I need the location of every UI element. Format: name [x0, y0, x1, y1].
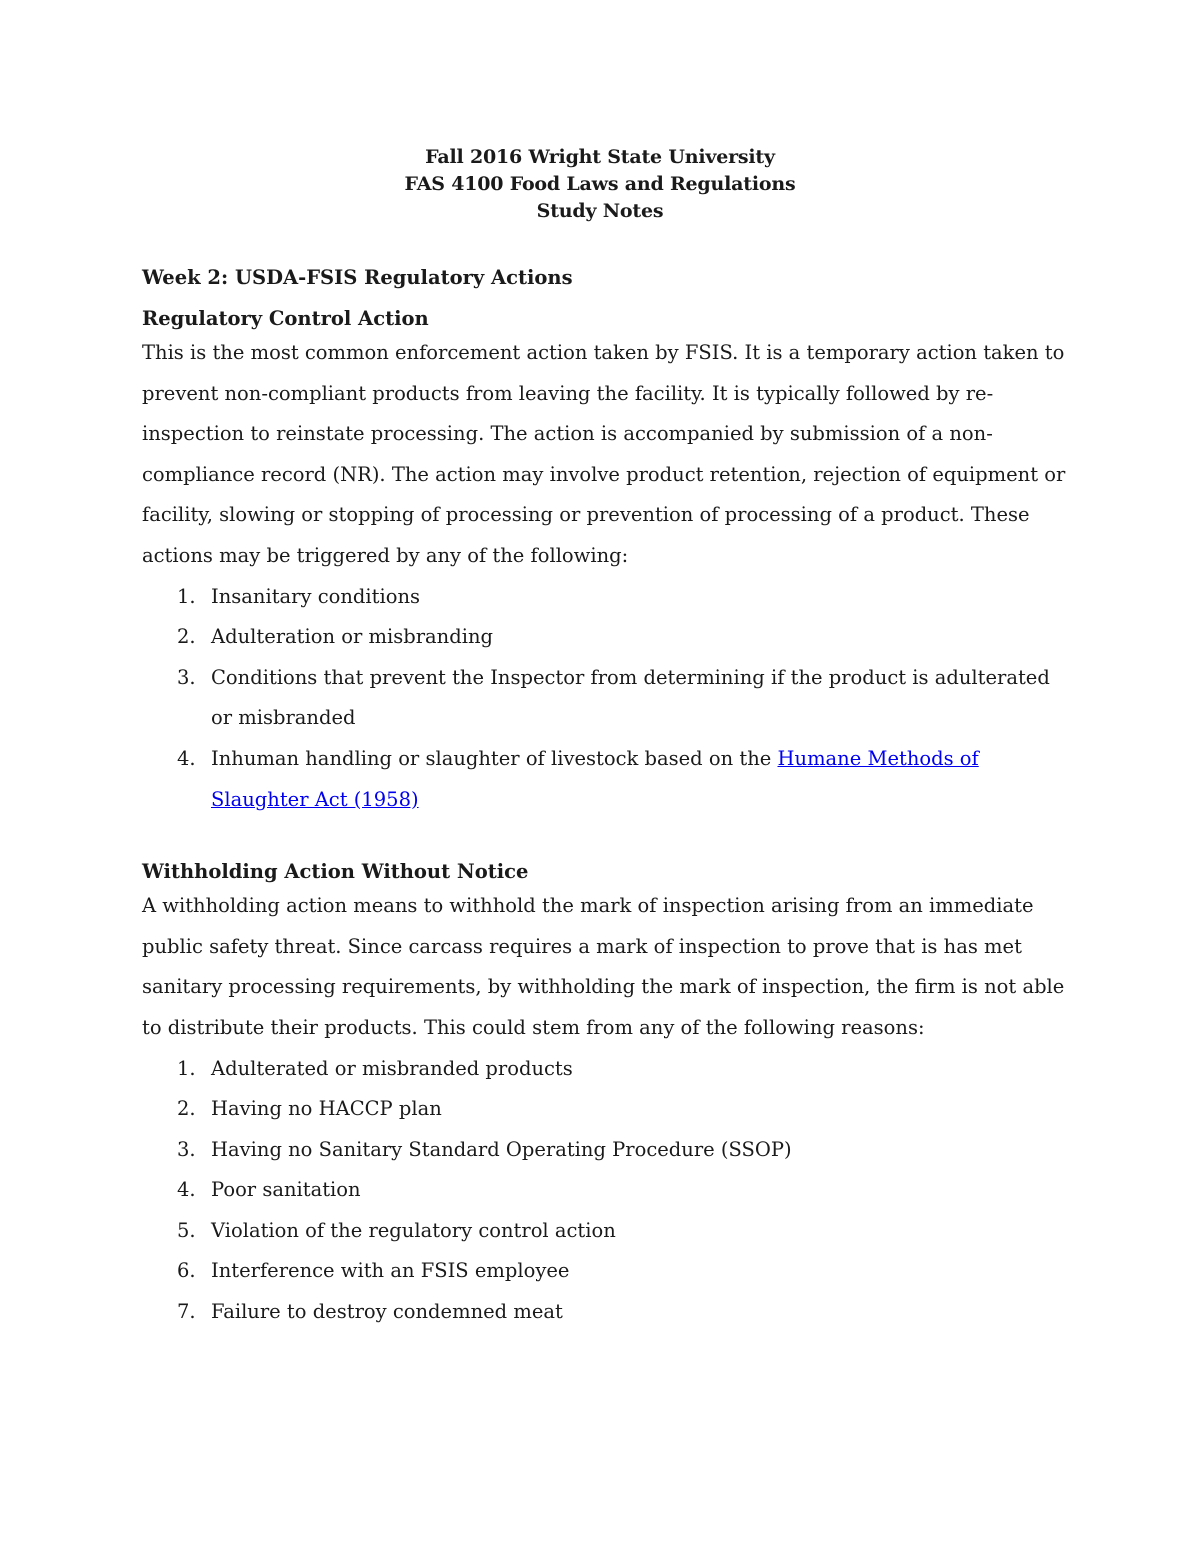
- list-item: [142, 1211, 1072, 1252]
- list-item: [142, 1170, 1072, 1211]
- list-item-text: Having no Sanitary Standard Operating Procedure (SSOP): [211, 1137, 792, 1161]
- document-header: [0, 144, 1200, 225]
- section-paragraph-regulatory-control: This is the most common enforcement action taken by FSIS. It is a temporary action taken to prevent non-compliant products from leaving the facility. It is typically followed by re-inspection to reinstate processing. The action is accompanied by submission of a non-compliance record (NR). The action may involve product retention, rejection of equipment or facility, slowing or stopping of processing or prevention of processing of a product. These actions may be triggered by any of the following:: [142, 341, 1066, 567]
- list-item: [142, 577, 1072, 618]
- list-item-text: Violation of the regulatory control action: [211, 1218, 616, 1242]
- list-item-text: Conditions that prevent the Inspector from determining if the product is adulterated or misbranded: [211, 665, 1050, 730]
- list-item-text: Insanitary conditions: [211, 584, 421, 608]
- list-item-number: 7.: [177, 1300, 196, 1324]
- section-heading-regulatory-control: Regulatory Control Action: [142, 307, 429, 330]
- list-item: [142, 1130, 1072, 1171]
- list-item-text: Interference with an FSIS employee: [211, 1259, 570, 1283]
- list-item-number: 5.: [177, 1218, 196, 1242]
- list-item-number: 4.: [177, 1178, 196, 1202]
- week-heading: Week 2: USDA-FSIS Regulatory Actions: [142, 266, 573, 289]
- list-item-text: Adulterated or misbranded products: [211, 1056, 573, 1080]
- list-item-number: 3.: [177, 1137, 196, 1161]
- regulatory-control-list: [142, 577, 1072, 821]
- list-item: [142, 739, 1072, 820]
- list-item-number: 2.: [177, 1097, 196, 1121]
- list-item: [142, 1089, 1072, 1130]
- list-item-text: Failure to destroy condemned meat: [211, 1300, 563, 1324]
- header-line-university: Fall 2016 Wright State University: [425, 146, 775, 168]
- header-line-course: FAS 4100 Food Laws and Regulations: [404, 173, 796, 195]
- list-item: [142, 1292, 1072, 1333]
- list-item-number: 1.: [177, 1056, 196, 1080]
- list-item: [142, 1251, 1072, 1292]
- list-item-number: 2.: [177, 625, 196, 649]
- list-item-number: 3.: [177, 665, 196, 689]
- list-item: [142, 658, 1072, 739]
- header-line-study-notes: Study Notes: [536, 200, 664, 222]
- list-item: [142, 1049, 1072, 1090]
- list-item-number: 1.: [177, 584, 196, 608]
- list-item: [142, 617, 1072, 658]
- document-body: [142, 264, 1072, 1333]
- list-item-text: Poor sanitation: [211, 1178, 361, 1202]
- humane-methods-act-link[interactable]: Humane Methods of Slaughter Act (1958): [211, 746, 979, 811]
- list-item-text: Adulteration or misbranding: [211, 625, 493, 649]
- list-item-number: 6.: [177, 1259, 196, 1283]
- section-paragraph-withholding-action: A withholding action means to withhold the mark of inspection arising from an immediate public safety threat. Since carcass requires a mark of inspection to prove that is has met sanitary processing requirements, by withholding the mark of inspection, the firm is not able to distribute their products. This could stem from any of the following reasons:: [142, 894, 1065, 1039]
- list-item-text: Inhuman handling or slaughter of livestock based on the: [211, 746, 778, 770]
- list-item-number: 4.: [177, 746, 196, 770]
- section-spacer: [142, 820, 1072, 858]
- section-heading-withholding-action: Withholding Action Without Notice: [142, 860, 529, 884]
- list-item-text: Having no HACCP plan: [211, 1097, 442, 1121]
- withholding-action-list: [142, 1049, 1072, 1333]
